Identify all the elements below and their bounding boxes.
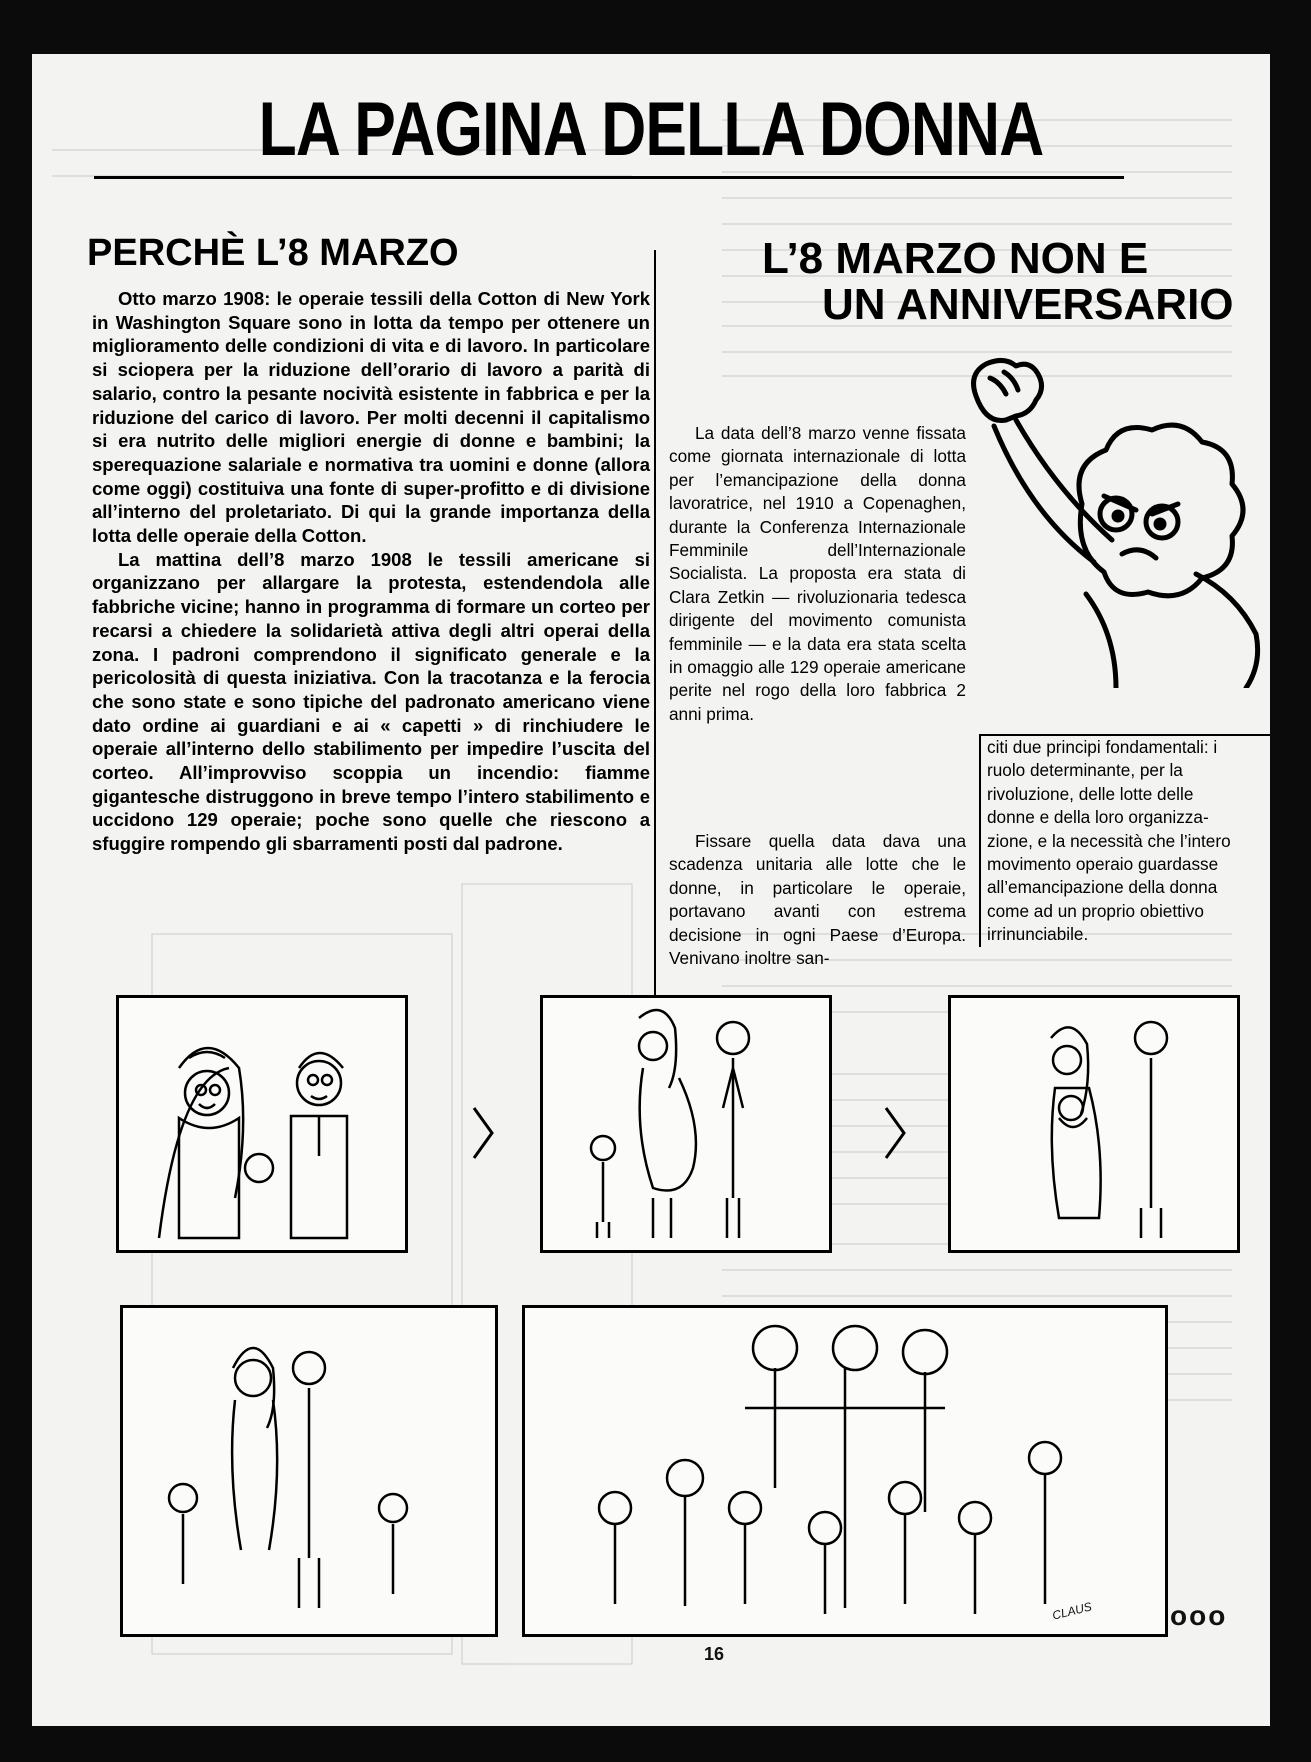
text-line: come ad un proprio obiettivo: [987, 900, 1204, 921]
text-line: donne e della loro organizza-: [987, 807, 1209, 828]
end-mark: ooo: [1170, 1600, 1228, 1631]
right-article-column-2: [979, 734, 1270, 947]
right-article-paragraph: La data dell’8 marzo venne fissata come giornata internazionale di lotta per l’emancipazione della donna lavoratrice, nel 1910 a Copenaghen, durante la Conferenza Internazionale Femminile dell’Internazionale Socialista. La proposta era stata di Clara Zetkin — rivoluzionaria tedesca dirigente del movimento comunista femminile — e la data era stata scelta in omaggio alle 129 operaie americane perite nel rogo della loro fabbrica 2 anni prima.: [669, 423, 966, 724]
comic-panel-arrow-icon: [882, 1104, 908, 1162]
text-line: ruolo determinante, per la: [987, 760, 1183, 781]
text-line: zione, e la necessità che l’intero: [987, 830, 1231, 851]
text-line: movimento operaio guardasse: [987, 854, 1219, 875]
right-article-paragraph: Fissare quella data dava una scadenza unitaria alle lotte che le donne, in particolare le operaie, portavano avanti con estrema decisione in ogni Paese d’Europa. Venivano inoltre san-: [669, 831, 966, 969]
left-article-heading: PERCHÈ L’8 MARZO: [87, 232, 459, 274]
comic-panel-pregnant: [540, 995, 832, 1253]
scan-edge: [1270, 0, 1311, 1762]
artist-signature: CLAUS: [1050, 1599, 1094, 1623]
right-article-column-1-continued: [669, 830, 966, 970]
comic-panel-crowd: [522, 1305, 1168, 1637]
right-article-heading-line: L’8 MARZO NON E: [762, 234, 1149, 283]
text-line: rivoluzione, delle lotte delle: [987, 783, 1194, 804]
comic-panel-arrow-icon: [470, 1104, 496, 1162]
text-line: irrinunciabile.: [987, 924, 1089, 945]
comic-panel-family: [120, 1305, 498, 1637]
page-title: LA PAGINA DELLA DONNA: [258, 87, 1044, 172]
page-number: 16: [704, 1644, 725, 1664]
left-article-body: [92, 287, 650, 856]
text-line: all’emancipazione della donna: [987, 877, 1218, 898]
left-article-paragraph: La mattina dell’8 marzo 1908 le tessili americane si organizzano per allargare la protesta, estendendola alle fabbriche vicine; hanno in programma di formare un corteo per recarsi a chiedere la solidarietà attiva degli altri operai della zona. I padroni comprendono il significato generale e la pericolosità di questa iniziativa. Con la tracotanza e la ferocia che sono state e sono tipiche del padronato americano viene dato ordine ai guardiani e ai « capetti » di rinchiudere le operaie all’interno dello stabilimento per impedire l’uscita del corteo. All’improvviso scoppia un incendio: fiamme gigantesche distruggono in breve tempo l’intero stabilimento e uccidono 129 operaie; poche sono quelle che riescono a sfuggire rompendo gli sbarramenti posti dal padrone.: [92, 548, 650, 855]
comic-panel-wedding: [116, 995, 408, 1253]
right-article-heading: [762, 236, 1270, 328]
column-divider: [654, 250, 656, 1000]
right-article-column-1: [669, 422, 966, 726]
raised-fist-illustration: [946, 354, 1270, 688]
magazine-page: [32, 54, 1270, 1726]
title-divider: [94, 176, 1124, 179]
right-article-heading-line: UN ANNIVERSARIO: [822, 280, 1234, 330]
comic-panel-baby: [948, 995, 1240, 1253]
text-line: citi due principi fondamentali: i: [987, 737, 1218, 757]
left-article-paragraph: Otto marzo 1908: le operaie tessili della Cotton di New York in Washington Square sono in lotta da tempo per ottenere un miglioramento delle condizioni di vita e di lavoro. In particolare si sciopera per la riduzione dell’orario di lavoro a parità di salario, contro la pesante nocività esistente in fabbrica e per la riduzione del carico di lavoro. Per molti decenni il capitalismo si era nutrito delle migliori energie di donne e bambini; la sperequazione salariale e normativa tra uomini e donne (allora come oggi) costituiva una fonte di super-profitto e di divisione all’interno del proletariato. Di qui la grande importanza della lotta delle operaie della Cotton.: [92, 288, 650, 547]
